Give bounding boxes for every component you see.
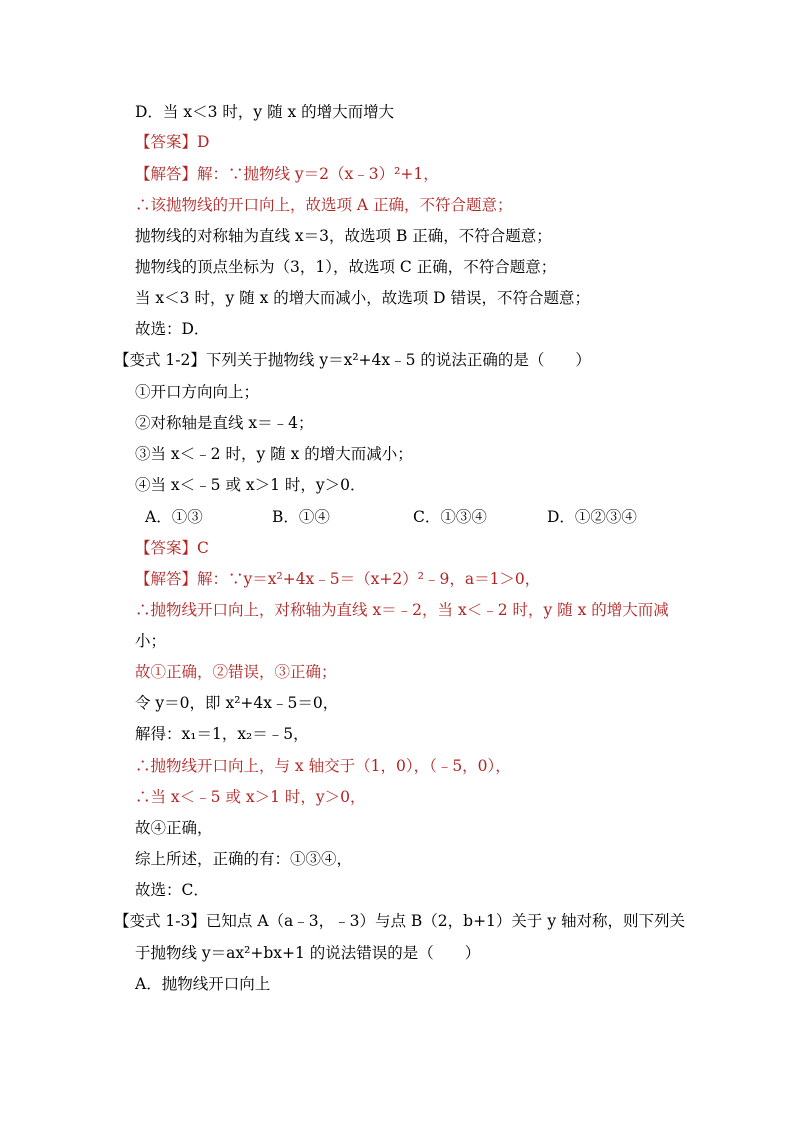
text-line-10: ①开口方向向上； bbox=[135, 383, 260, 401]
text-line-26: 【变式 1-3】已知点 A（a﹣3，﹣3）与点 B（2，b+1）关于 y 轴对称，则下列关 bbox=[114, 912, 686, 930]
text-line-13: ④当 x＜﹣5 或 x＞1 时，y＞0． bbox=[135, 476, 366, 494]
text-line-22: ∴当 x＜﹣5 或 x＞1 时，y＞0， bbox=[135, 788, 366, 806]
text-line-11: ②对称轴是直线 x＝﹣4； bbox=[135, 414, 314, 432]
text-line-3: 【解答】解：∵抛物线 y＝2（x﹣3）²+1， bbox=[135, 165, 439, 183]
text-line-5: 抛物线的对称轴为直线 x＝3，故选项 B 正确，不符合题意； bbox=[135, 227, 552, 245]
text-line-20: 解得：x₁＝1，x₂＝﹣5， bbox=[135, 725, 309, 743]
text-line-1: D．当 x＜3 时，y 随 x 的增大而增大 bbox=[135, 103, 395, 121]
text-line-14: 【答案】C bbox=[135, 539, 209, 557]
text-line-27: 于抛物线 y＝ax²+bx+1 的说法错误的是（ ） bbox=[135, 944, 481, 962]
answer-options-row bbox=[0, 507, 794, 527]
text-line-25: 故选：C． bbox=[135, 881, 209, 899]
text-line-18: 故①正确，②错误，③正确； bbox=[135, 663, 337, 681]
text-line-4: ∴该抛物线的开口向上，故选项 A 正确，不符合题意； bbox=[135, 196, 513, 214]
text-line-6: 抛物线的顶点坐标为（3，1），故选项 C 正确，不符合题意； bbox=[135, 258, 557, 276]
answer-option-4: D．①②③④ bbox=[547, 508, 637, 526]
text-line-19: 令 y＝0，即 x²+4x﹣5＝0， bbox=[135, 694, 339, 712]
text-line-21: ∴抛物线开口向上，与 x 轴交于（1，0），（﹣5，0）， bbox=[135, 757, 511, 775]
text-line-28: A．抛物线开口向上 bbox=[135, 975, 271, 993]
text-line-8: 故选：D． bbox=[135, 320, 210, 338]
text-line-12: ③当 x＜﹣2 时，y 随 x 的增大而减小； bbox=[135, 445, 413, 463]
text-line-16: ∴抛物线开口向上，对称轴为直线 x＝﹣2，当 x＜﹣2 时，y 随 x 的增大而减 bbox=[135, 601, 669, 619]
answer-option-1: A．①③ bbox=[145, 508, 203, 526]
answer-option-2: B．①④ bbox=[272, 508, 330, 526]
answer-option-3: C．①③④ bbox=[413, 508, 487, 526]
text-line-17: 小； bbox=[135, 632, 167, 650]
text-line-2: 【答案】D bbox=[135, 133, 210, 151]
text-line-24: 综上所述，正确的有：①③④， bbox=[135, 850, 353, 868]
text-line-23: 故④正确， bbox=[135, 819, 213, 837]
text-line-7: 当 x＜3 时，y 随 x 的增大而减小，故选项 D 错误，不符合题意； bbox=[135, 289, 591, 307]
text-line-15: 【解答】解：∵y＝x²+4x﹣5＝（x+2）²﹣9，a＝1＞0， bbox=[135, 570, 541, 588]
text-line-9: 【变式 1-2】下列关于抛物线 y＝x²+4x﹣5 的说法正确的是（ ） bbox=[114, 351, 591, 369]
